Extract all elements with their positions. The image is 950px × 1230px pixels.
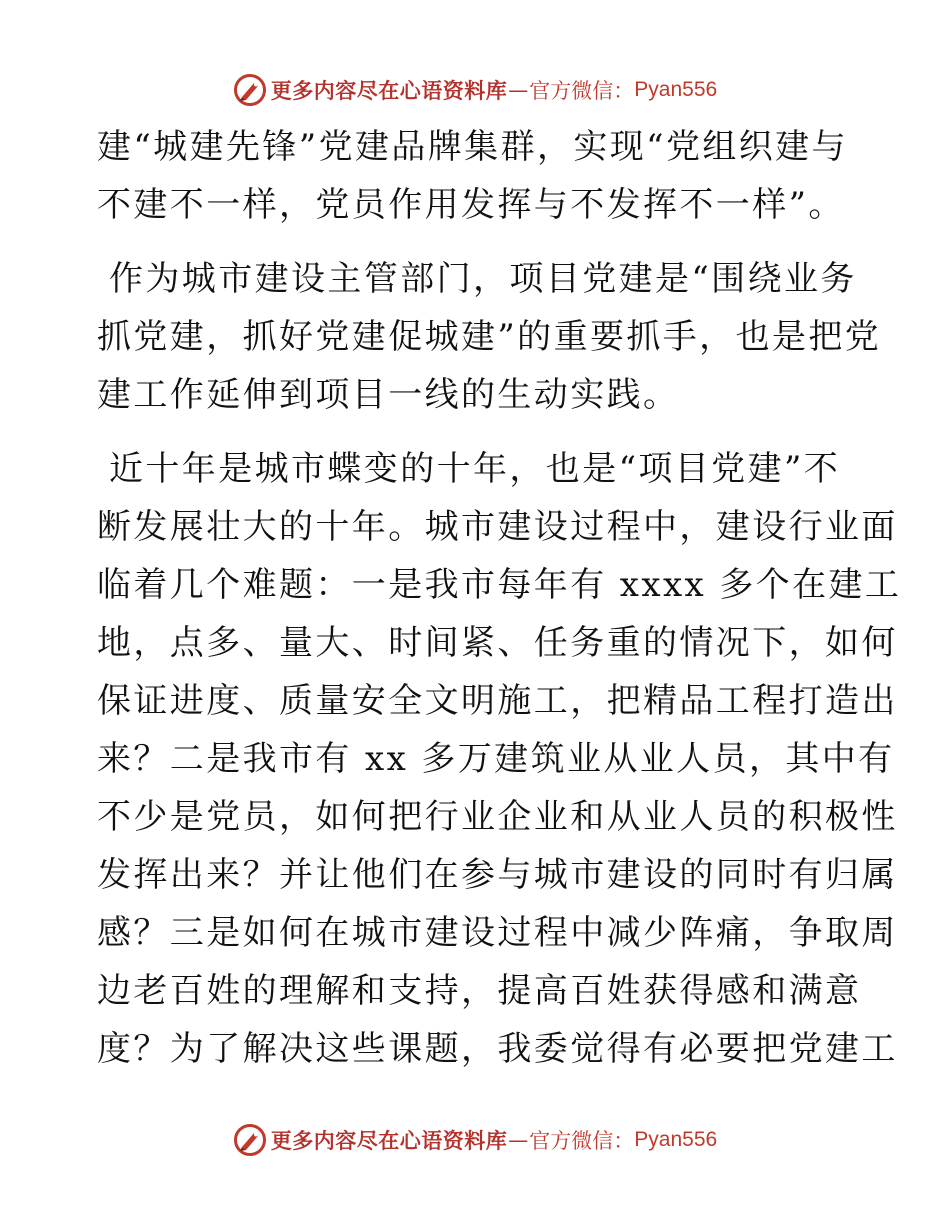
text-line: 建“城建先锋”党建品牌集群，实现“党组织建与 — [97, 127, 848, 167]
footer-dash: — — [508, 1128, 529, 1152]
footer-watermark-banner — [0, 1120, 950, 1160]
text-line: 断发展壮大的十年。城市建设过程中，建设行业面 — [97, 507, 898, 547]
text-line: 度？为了解决这些课题，我委觉得有必要把党建工 — [97, 1029, 898, 1069]
pen-logo-icon — [233, 1123, 267, 1157]
text-line: 不建不一样，党员作用发挥与不发挥不一样”。 — [97, 185, 845, 225]
header-watermark-banner — [0, 70, 950, 110]
text-line: 发挥出来？并让他们在参与城市建设的同时有归属 — [97, 855, 898, 895]
text-line: 建工作延伸到项目一线的生动实践。 — [97, 375, 680, 415]
text-line: 来？二是我市有 xx 多万建筑业从业人员，其中有 — [97, 739, 895, 779]
pen-logo-icon — [233, 73, 267, 107]
document-body — [97, 118, 902, 1078]
text-line: 保证进度、质量安全文明施工，把精品工程打造出 — [97, 681, 898, 721]
paragraph-3 — [97, 440, 902, 1078]
text-line: 临着几个难题：一是我市每年有 xxxx 多个在建工 — [97, 565, 902, 605]
footer-wechat-id: Pyan556 — [634, 1128, 718, 1151]
text-line: 地，点多、量大、时间紧、任务重的情况下，如何 — [97, 623, 898, 663]
text-line: 边老百姓的理解和支持，提高百姓获得感和满意 — [97, 971, 862, 1011]
header-dash: — — [508, 78, 529, 102]
paragraph-2 — [97, 250, 882, 424]
header-wechat-label: 官方微信： — [529, 79, 635, 103]
header-wechat-id: Pyan556 — [634, 78, 718, 101]
text-line: 近十年是城市蝶变的十年，也是“项目党建”不 — [109, 449, 841, 489]
header-site-text: 更多内容尽在心语资料库 — [270, 78, 508, 103]
text-line: 感？三是如何在城市建设过程中减少阵痛，争取周 — [97, 913, 898, 953]
text-line: 作为城市建设主管部门，项目党建是“围绕业务 — [109, 259, 857, 299]
footer-wechat-label: 官方微信： — [529, 1129, 635, 1153]
text-line: 抓党建，抓好党建促城建”的重要抓手，也是把党 — [97, 317, 882, 357]
paragraph-1 — [97, 118, 857, 234]
text-line: 不少是党员，如何把行业企业和从业人员的积极性 — [97, 797, 898, 837]
footer-site-text: 更多内容尽在心语资料库 — [270, 1128, 508, 1153]
